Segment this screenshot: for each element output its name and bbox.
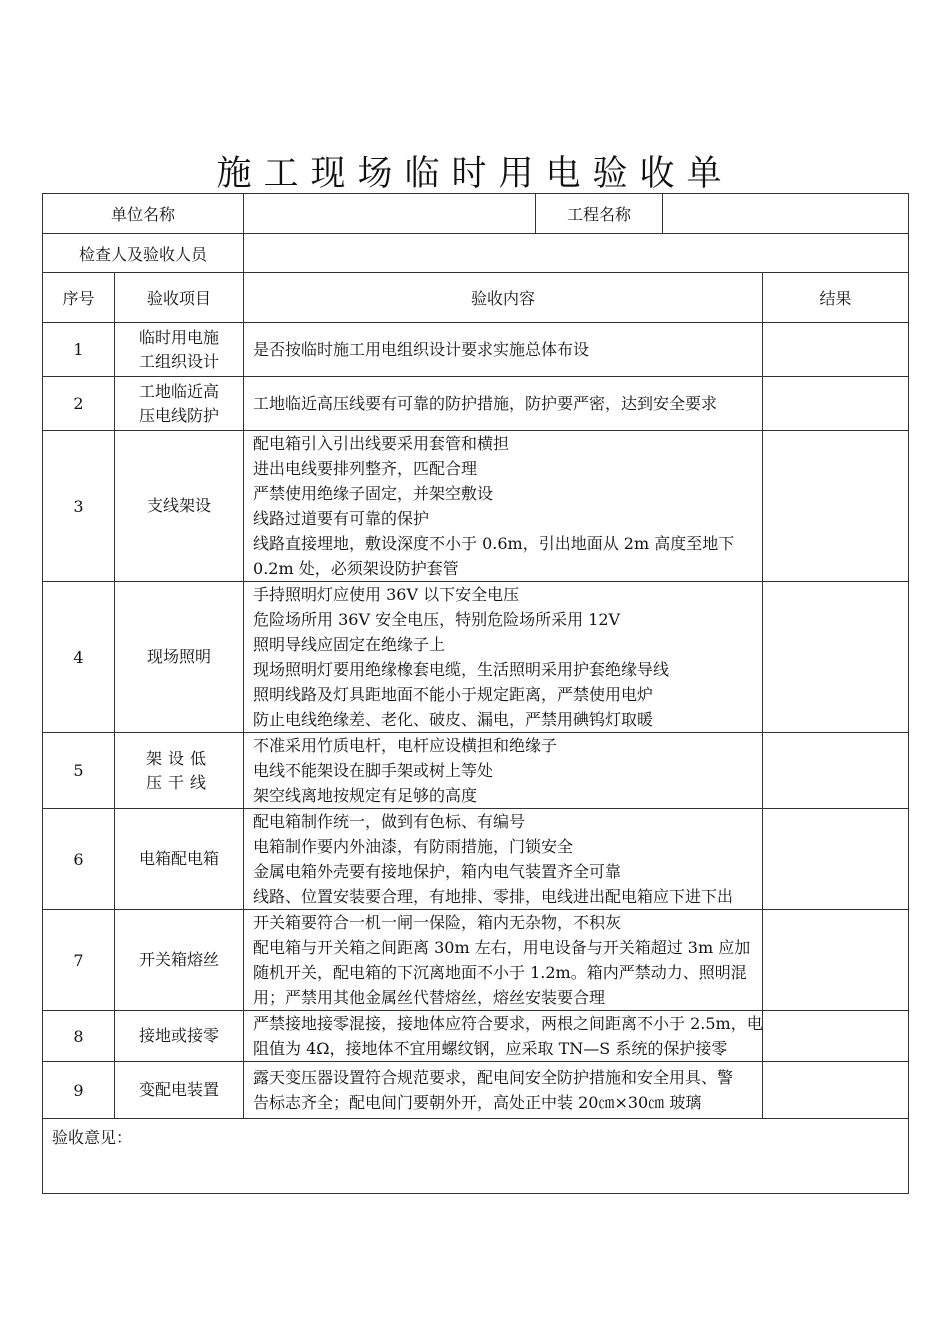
row-item-line: 开关箱熔丝 — [139, 950, 220, 969]
row-result-field[interactable] — [763, 910, 909, 1011]
row-number: 2 — [43, 377, 115, 431]
row-number: 8 — [43, 1011, 115, 1062]
content-line: 配电箱与开关箱之间距离 30m 左右，用电设备与开关箱超过 3m 应加 — [253, 938, 751, 957]
row-result-field[interactable] — [763, 323, 909, 377]
col-header-result: 结果 — [763, 273, 909, 323]
row-item-line: 接地或接零 — [139, 1026, 220, 1045]
table-row — [43, 1062, 909, 1119]
row-content — [244, 1062, 763, 1119]
row-result-field[interactable] — [763, 431, 909, 582]
row-item — [115, 323, 244, 377]
row-item-line: 电箱配电箱 — [139, 849, 220, 868]
content-line: 工地临近高压线要有可靠的防护措施，防护要严密，达到安全要求 — [253, 394, 718, 413]
row-content — [244, 377, 763, 431]
row-result-field[interactable] — [763, 809, 909, 910]
content-line: 随机开关，配电箱的下沉离地面不小于 1.2m。箱内严禁动力、照明混 — [253, 963, 747, 982]
row-number: 5 — [43, 733, 115, 809]
row-number: 6 — [43, 809, 115, 910]
row-item — [115, 1011, 244, 1062]
content-line: 阻值为 4Ω，接地体不宜用螺纹钢，应采取 TN—S 系统的保护接零 — [253, 1039, 728, 1058]
col-header-content: 验收内容 — [244, 273, 763, 323]
row-item-line: 现场照明 — [147, 647, 212, 666]
content-line: 现场照明灯要用绝缘橡套电缆，生活照明采用护套绝缘导线 — [253, 660, 670, 679]
row-item-line: 支线架设 — [147, 496, 212, 515]
opinion-label: 验收意见： — [52, 1128, 133, 1147]
inspector-label: 检查人及验收人员 — [43, 234, 244, 273]
content-line: 开关箱要符合一机一闸一保险，箱内无杂物，不积灰 — [253, 913, 622, 932]
table-row — [43, 431, 909, 582]
unit-name-field[interactable] — [244, 194, 536, 234]
opinion-cell[interactable] — [43, 1119, 909, 1194]
content-line: 金属电箱外壳要有接地保护，箱内电气装置齐全可靠 — [253, 862, 622, 881]
row-result-field[interactable] — [763, 377, 909, 431]
row-result-field[interactable] — [763, 582, 909, 733]
content-line: 配电箱制作统一，做到有色标、有编号 — [253, 812, 526, 831]
row-item-line: 压电线防护 — [139, 405, 220, 425]
content-line: 架空线离地按规定有足够的高度 — [253, 786, 478, 805]
content-line: 进出电线要排列整齐，匹配合理 — [253, 459, 478, 478]
table-row — [43, 1011, 909, 1062]
content-line: 线路过道要有可靠的保护 — [253, 509, 430, 528]
content-line: 用；严禁用其他金属丝代替熔丝，熔丝安装要合理 — [253, 988, 606, 1007]
row-item — [115, 431, 244, 582]
table-row — [43, 323, 909, 377]
row-item — [115, 733, 244, 809]
inspection-rows — [43, 323, 909, 1119]
table-row — [43, 377, 909, 431]
row-content — [244, 582, 763, 733]
row-number: 7 — [43, 910, 115, 1011]
content-line: 照明线路及灯具距地面不能小于规定距离，严禁使用电炉 — [253, 685, 654, 704]
row-item — [115, 377, 244, 431]
row-item-line: 变配电装置 — [139, 1080, 220, 1099]
row-content — [244, 910, 763, 1011]
project-name-label: 工程名称 — [536, 194, 663, 234]
row-number: 3 — [43, 431, 115, 582]
row-result-field[interactable] — [763, 733, 909, 809]
row-item — [115, 910, 244, 1011]
row-content — [244, 809, 763, 910]
content-line: 照明导线应固定在绝缘子上 — [253, 635, 446, 654]
table-row — [43, 582, 909, 733]
content-line: 0.2m 处，必须架设防护套管 — [253, 559, 459, 578]
content-line: 手持照明灯应使用 36V 以下安全电压 — [253, 585, 520, 604]
col-header-no: 序号 — [43, 273, 115, 323]
page-title: 施工现场临时用电验收单 — [216, 154, 734, 194]
row-number: 1 — [43, 323, 115, 377]
row-item-line: 临时用电施 — [139, 327, 220, 347]
content-line: 危险场所用 36V 安全电压，特别危险场所采用 12V — [253, 610, 621, 629]
content-line: 防止电线绝缘差、老化、破皮、漏电，严禁用碘钨灯取暖 — [253, 710, 654, 729]
row-content — [244, 431, 763, 582]
row-item-line: 工组织设计 — [139, 351, 220, 371]
table-row — [43, 910, 909, 1011]
col-header-item: 验收项目 — [115, 273, 244, 323]
row-content — [244, 1011, 763, 1062]
row-result-field[interactable] — [763, 1011, 909, 1062]
content-line: 是否按临时施工用电组织设计要求实施总体布设 — [253, 340, 590, 359]
inspection-form — [42, 193, 909, 1194]
row-item-line: 工地临近高 — [139, 381, 220, 401]
row-item — [115, 809, 244, 910]
row-result-field[interactable] — [763, 1062, 909, 1119]
content-line: 严禁使用绝缘子固定，并架空敷设 — [253, 484, 494, 503]
row-number: 4 — [43, 582, 115, 733]
row-content — [244, 733, 763, 809]
row-content — [244, 323, 763, 377]
content-line: 不准采用竹质电杆，电杆应设横担和绝缘子 — [253, 736, 558, 755]
row-item-line: 压干线 — [146, 772, 213, 792]
table-row — [43, 809, 909, 910]
unit-name-label: 单位名称 — [43, 194, 244, 234]
project-name-field[interactable] — [663, 194, 909, 234]
content-line: 线路、位置安装要合理，有地排、零排，电线进出配电箱应下进下出 — [253, 887, 734, 906]
content-line: 配电箱引入引出线要采用套管和横担 — [253, 434, 510, 453]
row-number: 9 — [43, 1062, 115, 1119]
content-line: 电线不能架设在脚手架或树上等处 — [253, 761, 494, 780]
row-item-line: 架设低 — [146, 748, 213, 768]
table-row — [43, 733, 909, 809]
content-line: 严禁接地接零混接，接地体应符合要求，两根之间距离不小于 2.5m，电 — [253, 1014, 763, 1033]
row-item — [115, 1062, 244, 1119]
content-line: 线路直接埋地，敷设深度不小于 0.6m，引出地面从 2m 高度至地下 — [253, 534, 735, 553]
content-line: 露天变压器设置符合规范要求，配电间安全防护措施和安全用具、警 — [253, 1068, 734, 1087]
row-item — [115, 582, 244, 733]
content-line: 电箱制作要内外油漆，有防雨措施，门锁安全 — [253, 837, 574, 856]
inspector-field[interactable] — [244, 234, 909, 273]
content-line: 告标志齐全；配电间门要朝外开，高处正中装 20㎝×30㎝ 玻璃 — [253, 1093, 702, 1112]
